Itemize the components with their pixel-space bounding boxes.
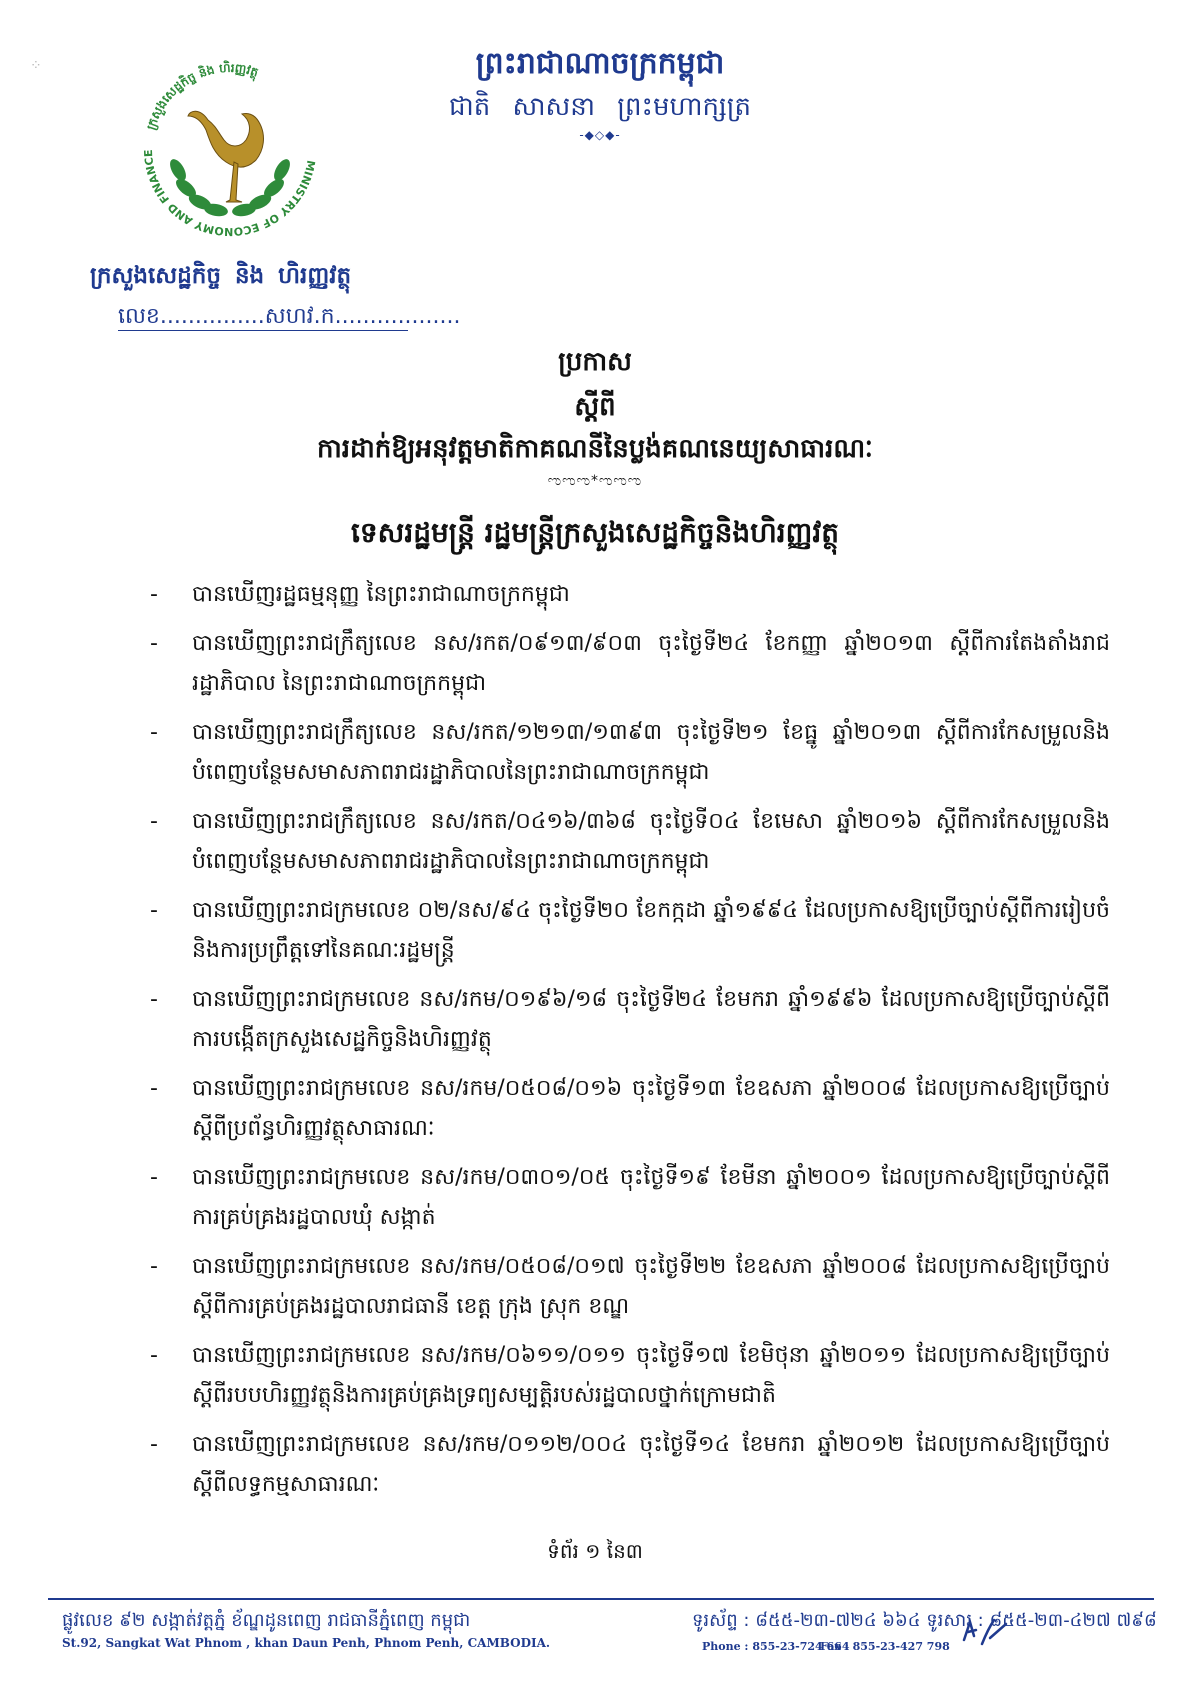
- clause-text: បានឃើញព្រះរាជក្រមលេខ នស/រកម/០៥០៨/០១៦ ចុះថ្ងៃទី១៣ ខែឧសភា ឆ្នាំ២០០៨ ដែលប្រកាសឱ្យប្រើច្បាប់ ស្តីពីប្រព័ន្ធហិរញ្ញវត្ថុសាធារណៈ: [192, 1076, 1110, 1141]
- footer-contact-km: ទូរស័ព្ទ : ៨៥៥-២៣-៧២៤ ៦៦៤ ទូរសារ : ៨៥៥-២៣-៤២៧ ៧៩៨: [692, 1610, 1157, 1631]
- bullet-dash: -: [150, 1432, 158, 1457]
- signature-icon: [960, 1614, 1010, 1648]
- list-item: [150, 1425, 1110, 1505]
- bullet-dash: -: [150, 1343, 158, 1368]
- bullet-dash: -: [150, 1076, 158, 1101]
- clause-text: បានឃើញព្រះរាជក្រមលេខ នស/រកម/០១១២/០០៤ ចុះថ្ងៃទី១៤ ខែមករា ឆ្នាំ២០១២ ដែលប្រកាសឱ្យប្រើច្បាប់ ស្តីពីលទ្ធកម្មសាធារណៈ: [192, 1432, 1110, 1497]
- subject-title: ការដាក់ឱ្យអនុវត្តមាតិកាគណនីនៃប្លង់គណនេយ្យសាធារណៈ: [317, 434, 873, 464]
- clause-text: បានឃើញព្រះរាជក្រមលេខ នស/រកម/០១៩៦/១៨ ចុះថ្ងៃទី២៤ ខែមករា ឆ្នាំ១៩៩៦ ដែលប្រកាសឱ្យប្រើច្បាប់ស្តីពី ការបង្កើតក្រសួងសេដ្ឋកិច្ចនិងហិរញ្ញវត្ថុ: [192, 987, 1110, 1052]
- clause-text: បានឃើញព្រះរាជក្រឹត្យលេខ នស/រកត/១២១៣/១៣៩៣ ចុះថ្ងៃទី២១ ខែធ្នូ ឆ្នាំ២០១៣ ស្តីពីការកែសម្រួលនិង បំពេញបន្ថែមសមាសភាពរាជរដ្ឋាភិបាលនៃព្រះរាជាណាចក្រកម្ពុជា: [192, 720, 1110, 785]
- title-ornament: ಌಌಌ*ಌಌಌ: [547, 473, 643, 489]
- bullet-dash: -: [150, 582, 158, 607]
- list-item: [150, 1336, 1110, 1416]
- national-motto: ជាតិ សាសនា ព្រះមហាក្សត្រ: [449, 92, 751, 122]
- seal-ring-text: MINISTRY OF ECONOMY AND FINANCE: [141, 149, 318, 239]
- page-number: ទំព័រ ១ នៃ៣: [547, 1539, 643, 1563]
- list-item: [150, 891, 1110, 971]
- clause-text: បានឃើញរដ្ឋធម្មនុញ្ញ នៃព្រះរាជាណាចក្រកម្ពុជា: [192, 582, 570, 607]
- list-item: [150, 1247, 1110, 1327]
- bullet-dash: -: [150, 987, 158, 1012]
- footer-fax: Fax : 855-23-427 798: [820, 1640, 950, 1653]
- ministry-name: ក្រសួងសេដ្ឋកិច្ច និង ហិរញ្ញវត្ថុ: [90, 263, 352, 289]
- clause-text: បានឃើញព្រះរាជក្រមលេខ ០២/នស/៩៤ ចុះថ្ងៃទី២០ ខែកក្កដា ឆ្នាំ១៩៩៤ ដែលប្រកាសឱ្យប្រើច្បាប់ស្តីពីការរៀបចំ និងការប្រព្រឹត្តទៅនៃគណៈរដ្ឋមន្ត្រី: [192, 898, 1110, 963]
- bullet-dash: -: [150, 631, 158, 656]
- footer-address-km: ផ្លូវលេខ ៩២ សង្កាត់វត្តភ្នំ ខ័ណ្ឌដូនពេញ រាជធានីភ្នំពេញ កម្ពុជា: [62, 1610, 471, 1631]
- list-item: [150, 802, 1110, 882]
- bullet-dash: -: [150, 898, 158, 923]
- reference-underline: [118, 330, 408, 331]
- footer-divider: [48, 1598, 1154, 1600]
- bullet-dash: -: [150, 809, 158, 834]
- subject-label: ស្តីពី: [574, 392, 616, 422]
- bullet-dash: -: [150, 1165, 158, 1190]
- seal-icon: [130, 50, 330, 250]
- list-item: [150, 980, 1110, 1060]
- clause-text: បានឃើញព្រះរាជក្រមលេខ នស/រកម/០៥០៨/០១៧ ចុះថ្ងៃទី២២ ខែឧសភា ឆ្នាំ២០០៨ ដែលប្រកាសឱ្យប្រើច្បាប់ ស្តីពីការគ្រប់គ្រងរដ្ឋបាលរាជធានី ខេត្ត ក្រុង ស្រុក ខណ្ឌ: [192, 1254, 1110, 1319]
- list-item: [150, 624, 1110, 704]
- bullet-dash: -: [150, 720, 158, 745]
- list-item: [150, 575, 1110, 615]
- clause-text: បានឃើញព្រះរាជក្រមលេខ នស/រកម/០៦១១/០១១ ចុះថ្ងៃទី១៧ ខែមិថុនា ឆ្នាំ២០១១ ដែលប្រកាសឱ្យប្រើច្បាប់ ស្តីពីរបបហិរញ្ញវត្ថុនិងការគ្រប់គ្រងទ្រព្យសម្បត្តិរបស់រដ្ឋបាលថ្នាក់ក្រោមជាតិ: [192, 1343, 1110, 1408]
- list-item: [150, 713, 1110, 793]
- seal-ring-text-km: ក្រសួងសេដ្ឋកិច្ច និង ហិរញ្ញវត្ថុ: [143, 60, 261, 132]
- clause-list: [150, 575, 1110, 1514]
- kingdom-title: ព្រះរាជាណាចក្រកម្ពុជា: [475, 46, 725, 81]
- clause-text: បានឃើញព្រះរាជក្រឹត្យលេខ នស/រកត/០៤១៦/៣៦៨ ចុះថ្ងៃទី០៤ ខែមេសា ឆ្នាំ២០១៦ ស្តីពីការកែសម្រួលនិង បំពេញបន្ថែមសមាសភាពរាជរដ្ឋាភិបាលនៃព្រះរាជាណាចក្រកម្ពុជា: [192, 809, 1110, 874]
- issuer-title: ទេសរដ្ឋមន្ត្រី រដ្ឋមន្ត្រីក្រសួងសេដ្ឋកិច្ចនិងហិរញ្ញវត្ថុ: [351, 516, 839, 549]
- document-type-title: ប្រកាស: [558, 347, 632, 377]
- reference-number: លេខ...............សហវ.ក..................: [118, 304, 461, 329]
- list-item: [150, 1158, 1110, 1238]
- footer-phone: Phone : 855-23-724 664: [702, 1640, 850, 1653]
- ministry-seal-logo: [130, 50, 330, 250]
- scan-speck: ⁘: [30, 58, 42, 74]
- clause-text: បានឃើញព្រះរាជក្រមលេខ នស/រកម/០៣០១/០៥ ចុះថ្ងៃទី១៩ ខែមីនា ឆ្នាំ២០០១ ដែលប្រកាសឱ្យប្រើច្បាប់ស្តីពី ការគ្រប់គ្រងរដ្ឋបាលឃុំ សង្កាត់: [192, 1165, 1110, 1230]
- clause-text: បានឃើញព្រះរាជក្រឹត្យលេខ នស/រកត/០៩១៣/៩០៣ ចុះថ្ងៃទី២៤ ខែកញ្ញា ឆ្នាំ២០១៣ ស្តីពីការតែងតាំងរាជរដ្ឋាភិបាល នៃព្រះរាជាណាចក្រកម្ពុជា: [192, 631, 1110, 696]
- handwritten-initials: [960, 1614, 1010, 1648]
- list-item: [150, 1069, 1110, 1149]
- header-ornament: -◆◇◆-: [579, 128, 621, 142]
- footer-address-en: St.92, Sangkat Wat Phnom , khan Daun Penh, Phnom Penh, CAMBODIA.: [62, 1636, 551, 1650]
- bullet-dash: -: [150, 1254, 158, 1279]
